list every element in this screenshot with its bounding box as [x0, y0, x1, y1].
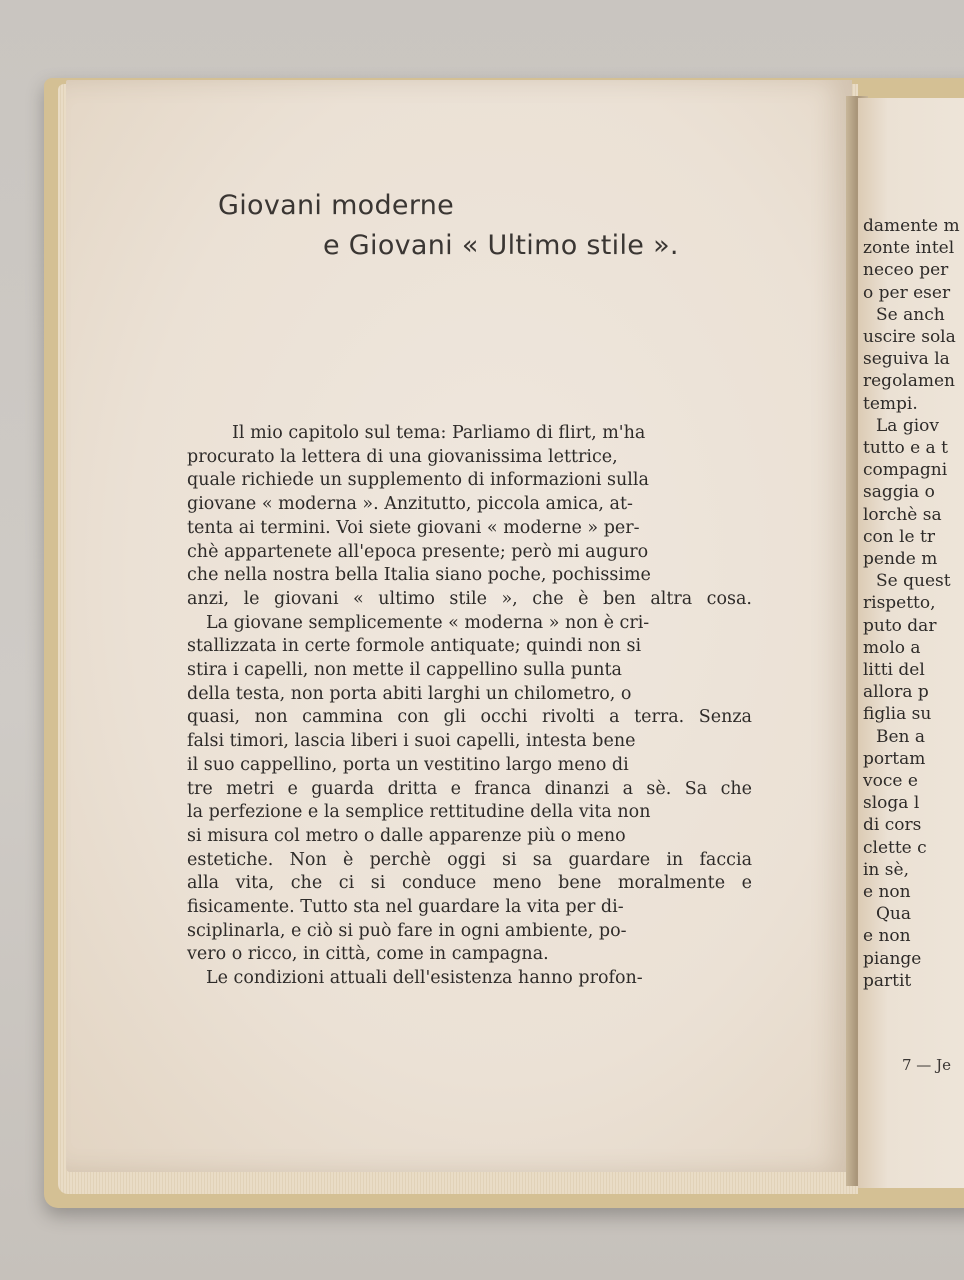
right-page-line: portam [863, 748, 926, 769]
right-page-line: rispetto, [863, 593, 936, 614]
right-page-line: con le tr [863, 526, 935, 547]
body-line: giovane « moderna ». Anzitutto, piccola amica, at- [187, 494, 633, 515]
right-page [858, 98, 964, 1188]
body-line: anzi, le giovani « ultimo stile », che è ben altra cosa. [187, 588, 752, 609]
chapter-title-line-2: e Giovani « Ultimo stile ». [323, 230, 679, 261]
body-line: tenta ai termini. Voi siete giovani « moderne » per- [187, 517, 640, 538]
right-page-line: in sè, [863, 859, 909, 880]
body-line: alla vita, che ci si conduce meno bene moralmente e [187, 873, 752, 894]
body-line: stallizzata in certe formole antiquate; quindi non si [187, 636, 642, 657]
right-page-line: Se anch [876, 304, 945, 325]
body-line: quasi, non cammina con gli occhi rivolti a terra. Senza [187, 707, 752, 728]
right-page-line: Qua [876, 904, 912, 925]
right-page-line: e non [863, 882, 911, 902]
right-page-line: voce e [863, 771, 918, 791]
body-line: chè appartenete all'epoca presente; però mi auguro [187, 541, 649, 562]
body-line: si misura col metro o dalle apparenze più o meno [187, 825, 626, 846]
right-page-line: di cors [863, 815, 922, 836]
right-page-line: o per eser [863, 282, 951, 303]
right-page-line: neceo per [863, 260, 949, 281]
right-page-line: partit [863, 970, 912, 991]
right-page-line: tutto e a t [863, 438, 948, 458]
right-page-line: figlia su [863, 704, 932, 725]
right-page-line: lorchè sa [863, 504, 942, 525]
right-page-line: e non [863, 926, 911, 947]
right-page-line: litti del [863, 660, 925, 680]
right-page-line: sloga l [863, 793, 920, 814]
right-page-line: puto dar [863, 615, 937, 636]
body-line: che nella nostra bella Italia siano poche, pochissime [187, 565, 651, 586]
body-line: stira i capelli, non mette il cappellino sulla punta [187, 660, 622, 680]
body-line: fisicamente. Tutto sta nel guardare la vita per di- [187, 897, 624, 917]
chapter-title-line-1: Giovani moderne [218, 190, 455, 221]
body-line: vero o ricco, in città, come in campagna. [187, 944, 549, 965]
right-page-line: tempi. [863, 393, 918, 414]
body-line: il suo cappellino, porta un vestitino largo meno di [187, 754, 629, 775]
body-line: sciplinarla, e ciò si può fare in ogni ambiente, po- [187, 920, 627, 941]
right-page-line: uscire sola [863, 327, 956, 347]
right-page-line: pende m [863, 549, 938, 569]
right-page-line: La giov [876, 415, 939, 436]
right-page-line: clette c [863, 837, 927, 858]
body-line: della testa, non porta abiti larghi un chilometro, o [187, 683, 632, 704]
right-page-line: piange [863, 948, 922, 969]
body-line: tre metri e guarda dritta e franca dinanzi a sè. Sa che [187, 778, 752, 799]
body-line: quale richiede un supplemento di informazioni sulla [187, 470, 649, 491]
body-line: estetiche. Non è perchè oggi si sa guardare in faccia [187, 849, 752, 870]
right-page-line: damente m [863, 216, 960, 236]
body-line: Il mio capitolo sul tema: Parliamo di flirt, m'ha [232, 423, 646, 443]
body-line: La giovane semplicemente « moderna » non è cri- [206, 612, 650, 633]
body-line: falsi timori, lascia liberi i suoi capelli, intesta bene [187, 731, 636, 752]
right-page-line: molo a [863, 637, 921, 658]
right-page-line: compagni [863, 460, 948, 481]
body-line: la perfezione e la semplice rettitudine della vita non [187, 802, 651, 823]
body-line: Le condizioni attuali dell'esistenza hanno profon- [206, 968, 643, 989]
right-page-line: Se quest [876, 571, 951, 592]
right-page-line: allora p [863, 682, 929, 703]
right-page-line: Ben a [876, 726, 926, 747]
right-page-line: regolamen [863, 371, 956, 392]
right-page-line: saggia o [863, 482, 935, 503]
body-line: procurato la lettera di una giovanissima lettrice, [187, 446, 618, 467]
page-folio: 7 — Je [902, 1056, 951, 1074]
right-page-line: zonte intel [863, 238, 955, 259]
right-page-line: seguiva la [863, 349, 950, 370]
